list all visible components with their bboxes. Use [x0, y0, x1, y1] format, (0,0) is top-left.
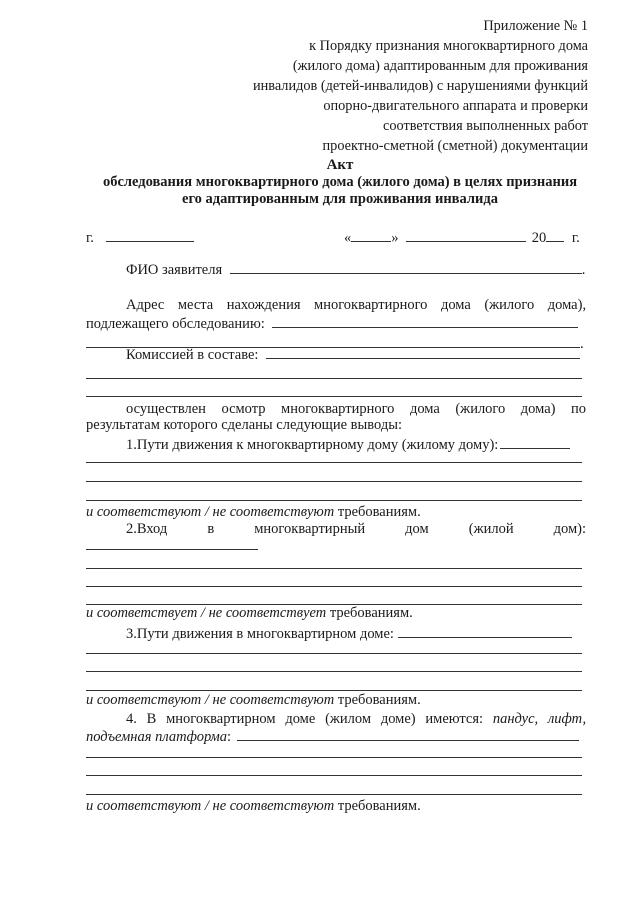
section1-line[interactable] — [86, 462, 582, 463]
commission-line[interactable] — [86, 378, 582, 379]
word: В — [146, 711, 157, 727]
word: нахождения — [226, 297, 301, 313]
section4-line[interactable] — [86, 775, 582, 776]
conclusion-options: и соответствуют / не соответствуют — [86, 504, 335, 520]
conclusion-options: и соответствуют / не соответствуют — [86, 692, 335, 708]
word: по — [571, 401, 587, 417]
section3-label: 3.Пути движения в многоквартирном доме: — [126, 626, 394, 642]
word: места — [177, 297, 214, 313]
appendix-line: инвалидов (детей-инвалидов) с нарушениями функций — [252, 78, 588, 94]
year-blank[interactable] — [546, 228, 564, 242]
word: 4. — [126, 711, 137, 727]
address-blank[interactable] — [272, 314, 578, 328]
appendix-line: к Порядку признания многоквартирного дома — [309, 38, 588, 54]
word: (жилой — [468, 521, 514, 537]
section3-line[interactable] — [86, 690, 582, 691]
commission-label: Комиссией в составе: — [126, 347, 259, 363]
conclusion-text: требованиям. — [337, 798, 421, 814]
section1-line[interactable] — [86, 481, 582, 482]
title-act: Акт — [326, 157, 354, 173]
word: многоквартирном — [166, 711, 276, 727]
inspection-line-2 — [86, 417, 402, 434]
inspection-line-1 — [126, 401, 586, 418]
applicant-end: . — [581, 262, 586, 278]
section2-line-short[interactable] — [86, 549, 258, 550]
address-line-1 — [126, 297, 586, 314]
section1-conclusion — [86, 504, 421, 521]
commission-field — [126, 345, 580, 364]
year-suffix: г. — [571, 230, 580, 246]
applicant-label: ФИО заявителя — [126, 262, 223, 278]
word: 2.Вход — [126, 521, 168, 537]
word: дом): — [553, 521, 587, 537]
section2-line[interactable] — [86, 568, 582, 569]
section2-label-row — [126, 521, 586, 538]
city-prefix: г. — [86, 230, 94, 246]
word: многоквартирного — [281, 401, 395, 417]
word: доме) — [380, 711, 416, 727]
section2-line[interactable] — [86, 586, 582, 587]
section4-line[interactable] — [86, 794, 582, 795]
section3-conclusion — [86, 692, 421, 709]
day-blank[interactable] — [351, 228, 391, 242]
address-label: подлежащего обследованию: — [86, 316, 265, 332]
title-line-3: его адаптированным для проживания инвалида — [182, 191, 498, 207]
lift-platform-label: подъемная платформа — [86, 729, 227, 745]
word: Адрес — [126, 297, 165, 313]
word: доме — [285, 711, 316, 727]
word: дом — [405, 521, 429, 537]
word: осмотр — [221, 401, 266, 417]
word: лифт, — [547, 711, 587, 727]
quote-open: « — [344, 230, 352, 246]
word: многоквартирный — [254, 521, 366, 537]
month-blank[interactable] — [406, 228, 526, 242]
applicant-field — [126, 260, 585, 279]
appendix-line: Приложение № 1 — [483, 18, 588, 34]
conclusion-text: требованиям. — [337, 692, 421, 708]
word: дома — [440, 297, 471, 313]
section4-blank[interactable] — [237, 727, 579, 741]
year-prefix: 20 — [531, 230, 547, 246]
inspection-text: результатам которого сделаны следующие выводы: — [86, 417, 402, 433]
conclusion-text: требованиям. — [329, 605, 413, 621]
quote-close: » — [391, 230, 399, 246]
appendix-line: проектно-сметной (сметной) документации — [322, 138, 588, 154]
applicant-blank[interactable] — [230, 260, 582, 274]
word: осуществлен — [126, 401, 206, 417]
section1-line[interactable] — [86, 500, 582, 501]
section1-blank[interactable] — [500, 435, 570, 449]
date-field — [344, 228, 580, 247]
section3-line[interactable] — [86, 671, 582, 672]
section3-label-row — [126, 624, 572, 643]
word: имеются: — [425, 711, 484, 727]
conclusion-options: и соответствуют / не соответствуют — [86, 798, 335, 814]
word: дома), — [547, 297, 587, 313]
commission-blank[interactable] — [266, 345, 580, 359]
city-field — [86, 228, 194, 247]
section2-conclusion — [86, 605, 413, 622]
document-title — [60, 157, 620, 208]
appendix-line: опорно-двигательного аппарата и проверки — [323, 98, 588, 114]
conclusion-text: требованиям. — [337, 504, 421, 520]
colon: : — [226, 729, 232, 745]
address-end: . — [580, 336, 584, 352]
word: (жилом — [325, 711, 372, 727]
section1-label-row — [126, 435, 570, 454]
section4-line-2 — [86, 727, 579, 746]
section4-line[interactable] — [86, 757, 582, 758]
appendix-header — [168, 16, 588, 156]
title-line-2: обследования многоквартирного дома (жилого дома) в целях признания — [102, 174, 578, 190]
section4-label-row — [126, 711, 586, 728]
word: (жилого — [484, 297, 535, 313]
commission-line[interactable] — [86, 396, 582, 397]
city-blank[interactable] — [106, 228, 194, 242]
word: в — [207, 521, 215, 537]
appendix-line: (жилого дома) адаптированным для проживания — [292, 58, 588, 74]
section3-blank[interactable] — [398, 624, 572, 638]
word: дома — [409, 401, 440, 417]
appendix-line: соответствия выполненных работ — [383, 118, 588, 134]
address-line-2 — [86, 314, 578, 333]
word: пандус, — [492, 711, 539, 727]
section3-line[interactable] — [86, 653, 582, 654]
word: дома) — [520, 401, 556, 417]
section4-conclusion — [86, 798, 421, 815]
section1-label: 1.Пути движения к многоквартирному дому (жилому дому): — [126, 437, 499, 453]
conclusion-options: и соответствует / не соответствует — [86, 605, 327, 621]
word: многоквартирного — [314, 297, 428, 313]
word: (жилого — [455, 401, 506, 417]
